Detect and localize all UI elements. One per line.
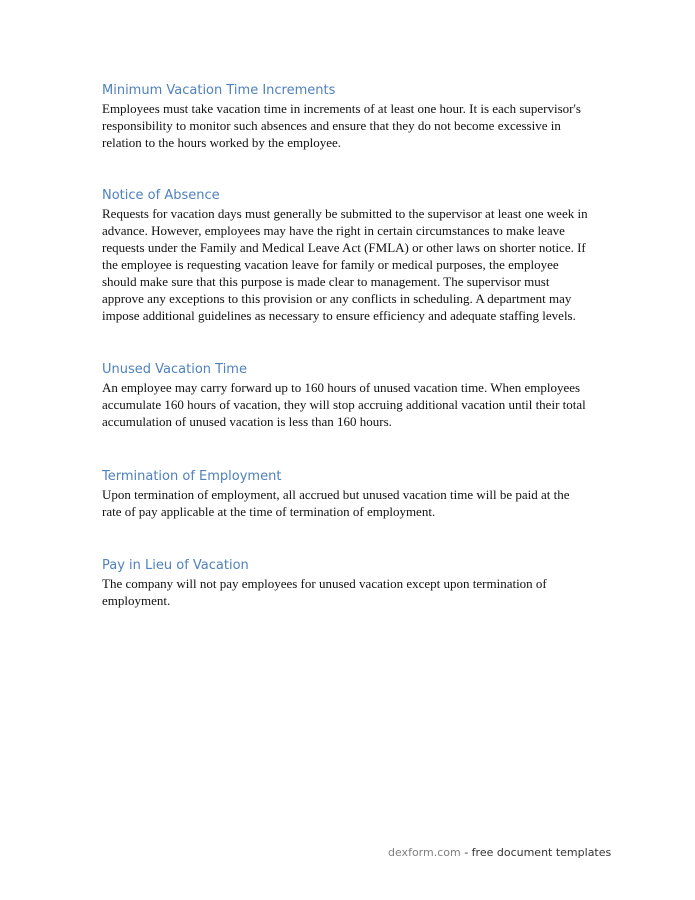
footer-brand-link[interactable]: dexform.com — [388, 846, 461, 859]
section-heading: Termination of Employment — [102, 469, 282, 484]
section-notice-of-absence — [102, 187, 592, 324]
section-heading: Minimum Vacation Time Increments — [102, 83, 336, 98]
section-unused-vacation-time — [102, 361, 592, 430]
section-heading: Pay in Lieu of Vacation — [102, 558, 249, 573]
section-heading: Unused Vacation Time — [102, 362, 247, 377]
footer-separator: - — [460, 846, 472, 859]
section-body: Upon termination of employment, all accrued but unused vacation time will be paid at the rate of pay applicable at the time of termination of employment. — [102, 487, 570, 519]
page-footer — [388, 845, 611, 861]
section-body: Employees must take vacation time in increments of at least one hour. It is each supervisor's responsibility to monitor such absences and ensure that they do not become excessive in relation to the hours worked by the employee. — [102, 101, 581, 150]
footer-tagline: free document templates — [471, 846, 612, 859]
section-body: An employee may carry forward up to 160 hours of unused vacation time. When employees accumulate 160 hours of vacation, they will stop accruing additional vacation until their total accumulation of unused vacation is less than 160 hours. — [102, 380, 586, 429]
section-body: Requests for vacation days must generally be submitted to the supervisor at least one week in advance. However, employees may have the right in certain circumstances to make leave requests under the Family and Medical Leave Act (FMLA) or other laws on shorter notice. If the employee is requesting vacation leave for family or medical purposes, the employee should make sure that this purpose is made clear to management. The supervisor must approve any exceptions to this provision or any conflicts in scheduling. A department may impose additional guidelines as necessary to ensure efficiency and adequate staffing levels. — [102, 206, 588, 323]
section-termination-of-employment — [102, 468, 592, 520]
section-body: The company will not pay employees for unused vacation except upon termination of employment. — [102, 576, 547, 608]
section-minimum-vacation-time-increments — [102, 82, 592, 151]
section-heading: Notice of Absence — [102, 188, 220, 203]
section-pay-in-lieu-of-vacation — [102, 557, 592, 609]
